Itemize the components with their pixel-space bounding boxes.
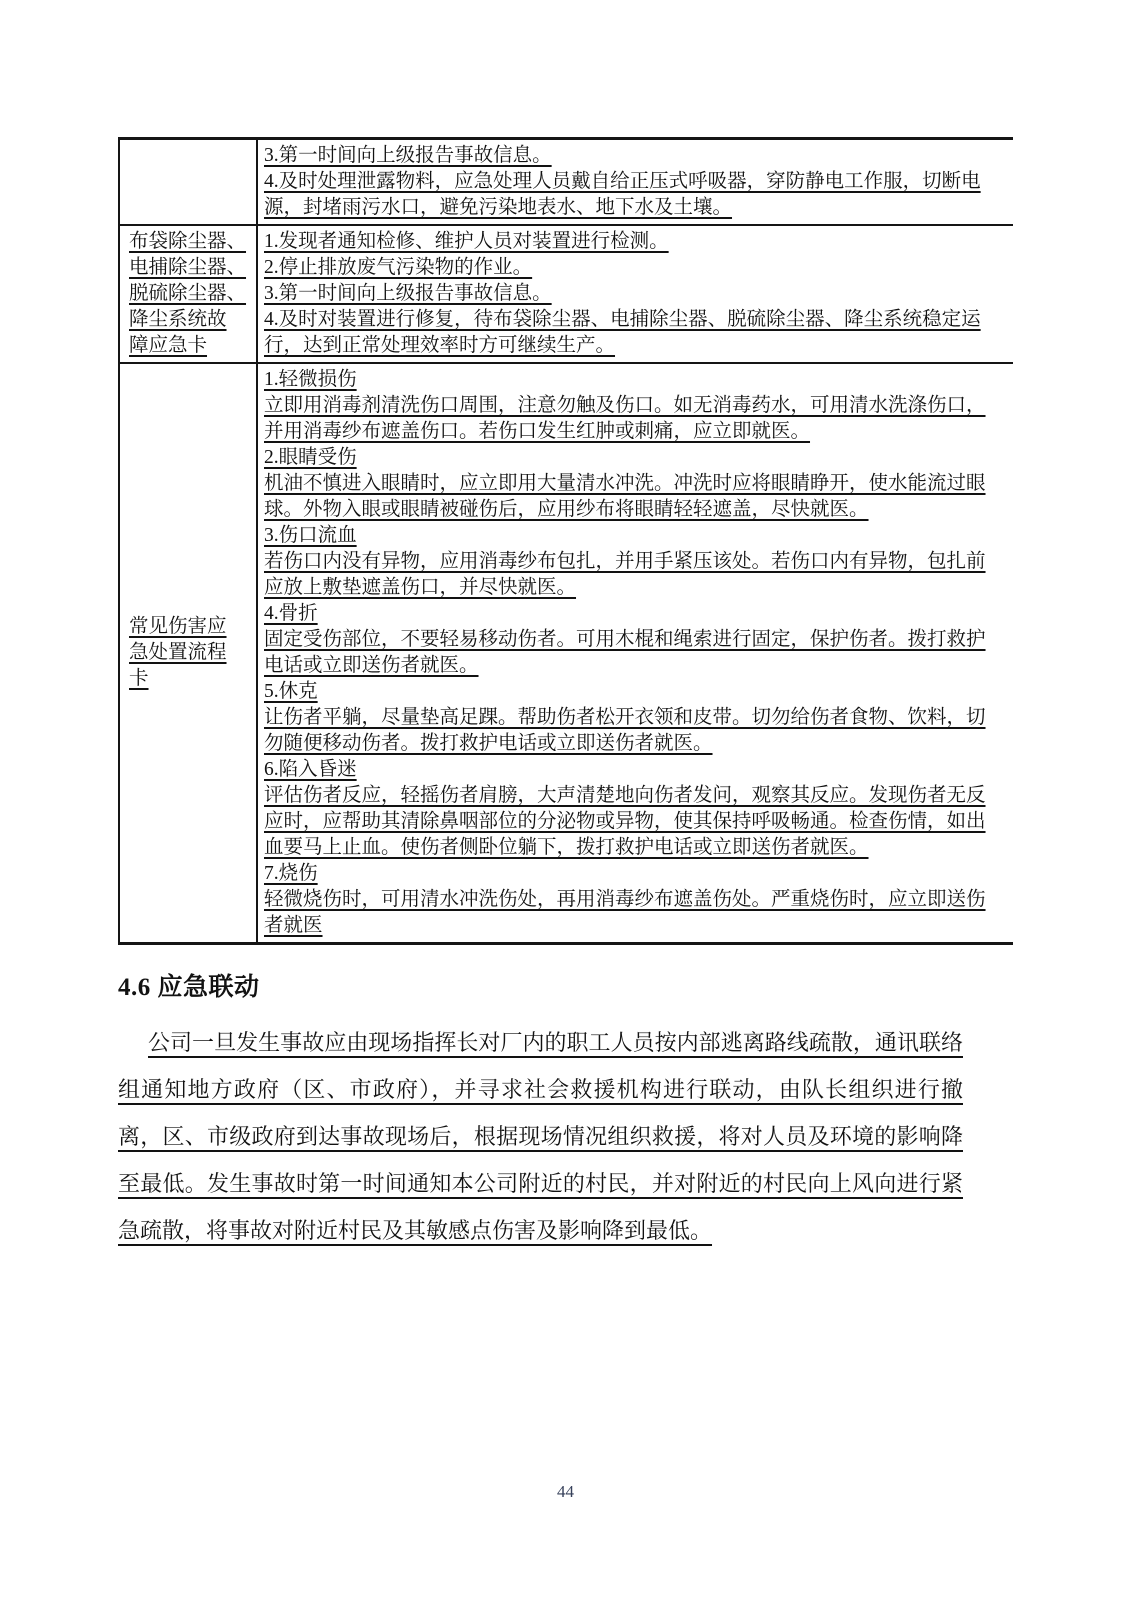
step-title: 3.伤口流血 bbox=[264, 525, 357, 546]
step-text: 若伤口内没有异物，应用消毒纱布包扎，并用手紧压该处。若伤口内有异物，包扎前应放上敷垫遮盖伤口，并尽快就医。 bbox=[264, 551, 986, 598]
card-name-cell bbox=[120, 364, 258, 942]
page-number: 44 bbox=[557, 1482, 574, 1501]
step-title: 7.烧伤 bbox=[264, 863, 318, 884]
step-text: 4.及时对装置进行修复，待布袋除尘器、电捕除尘器、脱硫除尘器、降尘系统稳定运行，达到正常处理效率时方可继续生产。 bbox=[264, 309, 981, 356]
step-title: 5.休克 bbox=[264, 681, 318, 702]
card-name-line: 电捕除尘器、 bbox=[129, 257, 247, 278]
step-text: 1.发现者通知检修、维护人员对装置进行检测。 bbox=[264, 231, 669, 252]
table-row bbox=[120, 362, 1013, 942]
card-name-line: 降尘系统故 bbox=[129, 309, 227, 330]
card-name-line: 脱硫除尘器、 bbox=[129, 283, 247, 304]
section-heading: 4.6 应急联动 bbox=[118, 974, 260, 1001]
step-text: 立即用消毒剂清洗伤口周围，注意勿触及伤口。如无消毒药水，可用清水洗涤伤口，并用消毒纱布遮盖伤口。若伤口发生红肿或刺痛，应立即就医。 bbox=[264, 395, 986, 442]
step-text: 固定受伤部位，不要轻易移动伤者。可用木棍和绳索进行固定，保护伤者。拨打救护电话或立即送伤者就医。 bbox=[264, 629, 986, 676]
card-name-cell-empty bbox=[120, 140, 258, 224]
card-steps-cell bbox=[258, 140, 1013, 224]
step-text: 机油不慎进入眼睛时，应立即用大量清水冲洗。冲洗时应将眼睛睁开，使水能流过眼球。外物入眼或眼睛被碰伤后，应用纱布将眼睛轻轻遮盖，尽快就医。 bbox=[264, 473, 986, 520]
card-name-line: 急处置流程 bbox=[129, 642, 227, 663]
step-text: 3.第一时间向上级报告事故信息。 bbox=[264, 145, 552, 166]
table-row bbox=[120, 140, 1013, 224]
step-text: 4.及时处理泄露物料，应急处理人员戴自给正压式呼吸器，穿防静电工作服，切断电源，封堵雨污水口，避免污染地表水、地下水及土壤。 bbox=[264, 171, 981, 218]
step-title: 2.眼睛受伤 bbox=[264, 447, 357, 468]
step-title: 6.陷入昏迷 bbox=[264, 759, 357, 780]
step-text: 2.停止排放废气污染物的作业。 bbox=[264, 257, 533, 278]
step-text: 让伤者平躺，尽量垫高足踝。帮助伤者松开衣领和皮带。切勿给伤者食物、饮料，切勿随便移动伤者。拨打救护电话或立即送伤者就医。 bbox=[264, 707, 986, 754]
card-name-line: 卡 bbox=[129, 668, 149, 689]
emergency-card-table bbox=[118, 137, 1013, 945]
step-text: 轻微烧伤时，可用清水冲洗伤处，再用消毒纱布遮盖伤处。严重烧伤时，应立即送伤者就医 bbox=[264, 889, 986, 936]
table-row bbox=[120, 224, 1013, 362]
card-name-line: 障应急卡 bbox=[129, 335, 208, 356]
card-steps-cell bbox=[258, 364, 1013, 942]
step-text: 评估伤者反应，轻摇伤者肩膀，大声清楚地向伤者发问，观察其反应。发现伤者无反应时，应帮助其清除鼻咽部位的分泌物或异物，使其保持呼吸畅通。检查伤情，如出血要马上止血。使伤者侧卧位躺下，拨打救护电话或立即送伤者就医。 bbox=[264, 785, 986, 858]
card-steps-cell bbox=[258, 226, 1013, 362]
step-title: 1.轻微损伤 bbox=[264, 369, 357, 390]
card-name-line: 常见伤害应 bbox=[129, 616, 227, 637]
card-name-line: 布袋除尘器、 bbox=[129, 231, 247, 252]
section-paragraph: 公司一旦发生事故应由现场指挥长对厂内的职工人员按内部逃离路线疏散，通讯联络组通知地方政府（区、市政府），并寻求社会救援机构进行联动，由队长组织进行撤离，区、市级政府到达事故现场后，根据现场情况组织救援，将对人员及环境的影响降至最低。发生事故时第一时间通知本公司附近的村民，并对附近的村民向上风向进行紧急疏散，将事故对附近村民及其敏感点伤害及影响降到最低。 bbox=[118, 1030, 963, 1243]
card-name-cell bbox=[120, 226, 258, 362]
step-text: 3.第一时间向上级报告事故信息。 bbox=[264, 283, 552, 304]
step-title: 4.骨折 bbox=[264, 603, 318, 624]
